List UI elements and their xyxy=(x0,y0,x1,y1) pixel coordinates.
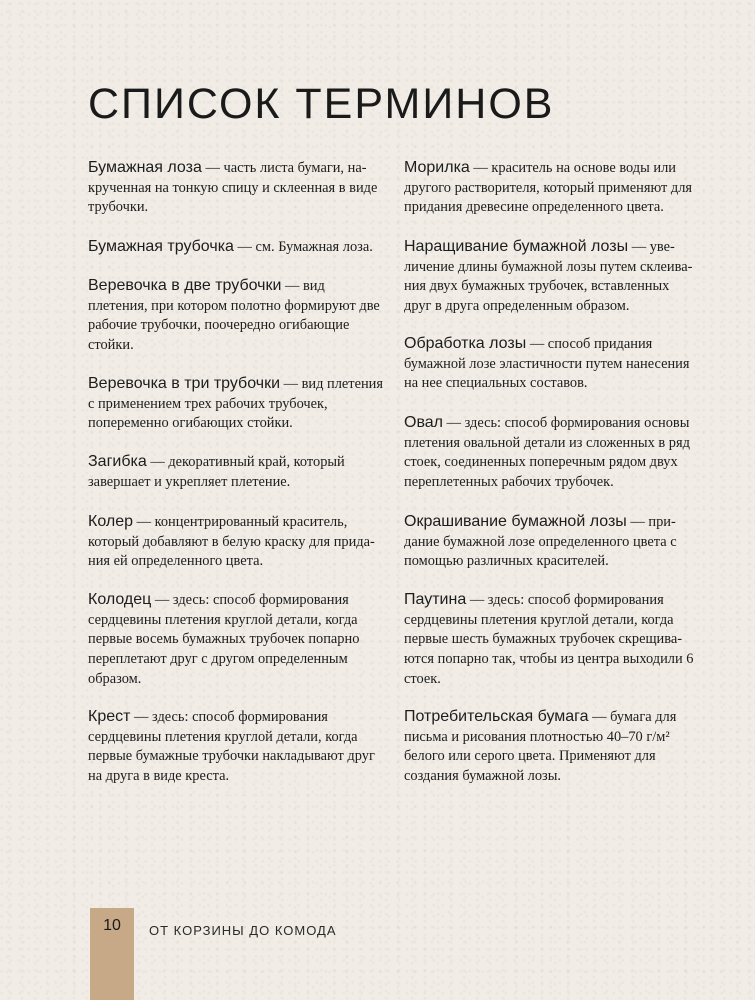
glossary-term: Потребительская бумага xyxy=(404,708,589,725)
glossary-entry xyxy=(88,237,384,258)
glossary-definition: — здесь: способ формирования сердцевины плетения круглой детали, когда первые шесть бумажных трубочек скрещива-ются попарно так, чтобы из центра выходили 6 стоек. xyxy=(404,592,694,687)
glossary-term: Веревочка в три трубочки xyxy=(88,375,281,392)
glossary-definition: — часть листа бумаги, на-крученная на тонкую спицу и склеенная в виде трубочки. xyxy=(88,160,378,216)
glossary-definition: — см. Бумажная лоза. xyxy=(233,239,373,255)
glossary-entry xyxy=(88,707,384,787)
glossary-term: Окрашивание бумажной лозы xyxy=(404,513,627,530)
glossary-term: Паутина xyxy=(404,591,467,608)
glossary-term: Овал xyxy=(404,414,443,431)
glossary-definition: — концентрированный краситель, который добавляют в белую краску для прида-ния ей определенного цвета. xyxy=(88,514,375,570)
glossary-definition: — декоративный край, который завершает и укрепляет плетение. xyxy=(88,454,345,490)
glossary-entry xyxy=(88,276,384,356)
glossary-entry xyxy=(88,512,384,572)
glossary-entry xyxy=(404,590,700,690)
glossary-definition: — здесь: способ формирования сердцевины плетения круглой детали, когда первые бумажные трубочки накладывают друг на друга в виде креста. xyxy=(88,709,375,785)
glossary-term: Обработка лозы xyxy=(404,335,527,352)
glossary-term: Загибка xyxy=(88,453,147,470)
running-title: ОТ КОРЗИНЫ ДО КОМОДА xyxy=(149,923,337,938)
glossary-term: Бумажная лоза xyxy=(88,159,202,176)
glossary-entry xyxy=(404,512,700,572)
glossary-definition: — способ придания бумажной лозе эластичности путем нанесения на нее специальных составов. xyxy=(404,336,690,392)
glossary-definition: — уве-личение длины бумажной лозы путем склеива-ния двух бумажных трубочек, вставленных друг в друга определенным образом. xyxy=(404,239,693,315)
glossary-definition: — краситель на основе воды или другого растворителя, который применяют для придания древесине определенного цвета. xyxy=(404,160,693,216)
glossary-entry xyxy=(88,158,384,218)
glossary-entry xyxy=(88,590,384,690)
glossary-entry xyxy=(88,452,384,492)
glossary-definition: — бумага для письма и рисования плотностью 40–70 г/м² белого или серого цвета. Применяют для создания бумажной лозы. xyxy=(404,709,677,785)
glossary-term: Веревочка в две трубочки xyxy=(88,277,282,294)
glossary-definition: — вид плетения, при котором полотно формируют две рабочие трубочки, поочередно огибающие стойки. xyxy=(88,278,380,354)
glossary-entry xyxy=(404,413,700,493)
glossary-term: Колер xyxy=(88,513,133,530)
glossary-term: Наращивание бумажной лозы xyxy=(404,238,629,255)
glossary-term: Бумажная трубочка xyxy=(88,238,234,255)
glossary-entry xyxy=(404,334,700,394)
glossary-definition: — здесь: способ формирования основы плетения овальной детали из сложенных в ряд стоек, соединенных поперечным рядом двух переплетенных рабочих трубочек. xyxy=(404,415,690,491)
glossary-definition: — здесь: способ формирования сердцевины плетения круглой детали, когда первые восемь бумажных трубочек попарно переплетают друг с другом определенным образом. xyxy=(88,592,360,687)
glossary-term: Колодец xyxy=(88,591,152,608)
glossary-entry xyxy=(404,237,700,317)
glossary-entry xyxy=(88,374,384,434)
glossary-entry xyxy=(404,158,700,218)
glossary-definition: — вид плетения с применением трех рабочих трубочек, попеременно огибающих стойки. xyxy=(88,376,384,432)
glossary-term: Крест xyxy=(88,708,131,725)
glossary-entry xyxy=(404,707,700,787)
page-title: СПИСОК ТЕРМИНОВ xyxy=(88,80,555,128)
glossary-term: Морилка xyxy=(404,159,470,176)
page-number: 10 xyxy=(103,917,121,934)
glossary-definition: — при-дание бумажной лозе определенного цвета с помощью различных красителей. xyxy=(404,514,677,570)
